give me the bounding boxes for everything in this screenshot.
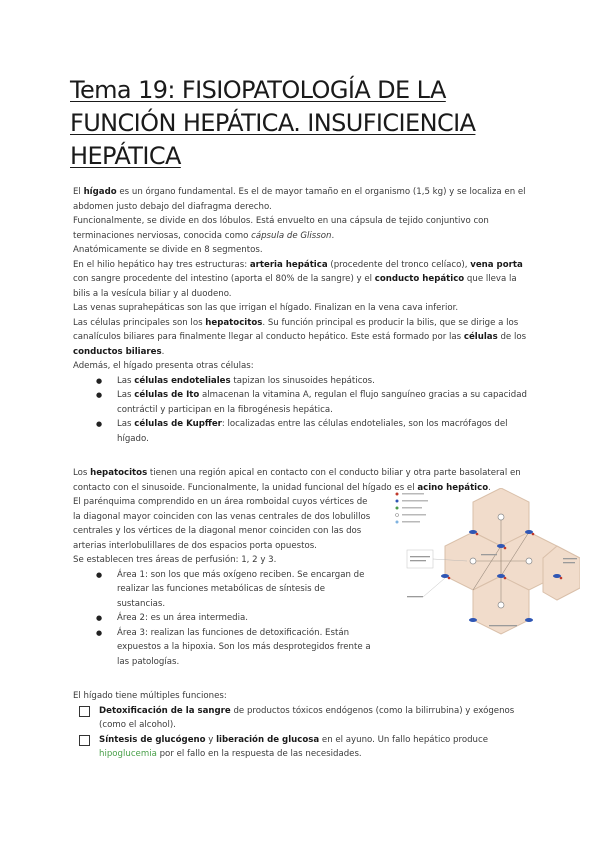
central-vein xyxy=(526,558,532,564)
paragraph-segments: Anatómicamente se divide en 8 segmentos. xyxy=(73,245,263,255)
legend-text-line xyxy=(402,514,426,516)
legend xyxy=(396,493,429,524)
acino-text-column xyxy=(73,495,373,669)
callout-text-line xyxy=(410,556,430,557)
list-item: ● Las células de Kupffer: localizadas entre las células endoteliales, son los macrófagos del hígado. xyxy=(117,417,535,446)
portal-vein xyxy=(469,530,477,534)
paragraph-other-cells: Además, el hígado presenta otras células: xyxy=(73,361,254,371)
list-item: ● Área 1: son los que más oxígeno reciben. Se encargan de realizar las funciones metabólicas de síntesis de sustancias. xyxy=(117,568,373,612)
portal-vein xyxy=(525,530,533,534)
paragraph-functions-intro: El hígado tiene múltiples funciones: xyxy=(73,691,227,701)
hepatic-artery xyxy=(504,577,507,580)
paragraph-parenchyma: El parénquima comprendido en un área romboidal cuyos vértices de la diagonal mayor coinciden con las venas centrales de dos lobulillos centrales y los vértices de la diagonal menor coinciden con las dos arterias interlobulillares de dos espacios porta opuestos. xyxy=(73,497,371,551)
legend-text-line xyxy=(402,493,424,495)
document-body xyxy=(73,185,535,762)
legend-marker xyxy=(396,521,399,524)
paragraph-hilum: En el hilio hepático hay tres estructuras: arteria hepática (procedente del tronco celíaco), vena porta con sangre procedente del intestino (aporta el 80% de la sangre) y el conducto hepático que lleva la bilis a la vesícula biliar y al duodeno. xyxy=(73,259,523,299)
callout-text-line xyxy=(481,554,497,555)
hexagon-lobule xyxy=(543,546,580,600)
hepatic-artery xyxy=(476,533,479,536)
legend-text-line xyxy=(402,500,428,502)
checkbox-icon xyxy=(79,735,90,746)
callout-label xyxy=(407,550,433,568)
callout-text-line xyxy=(407,596,423,597)
portal-vein xyxy=(553,574,561,578)
paragraph-acino: Los hepatocitos tienen una región apical en contacto con el conducto biliar y otra parte basolateral en contacto con el sinusoide. Funcionalmente, la unidad funcional del hígado es el acino hepático. xyxy=(73,468,521,493)
central-vein xyxy=(498,514,504,520)
page-title: Tema 19: FISIOPATOLOGÍA DE LA FUNCIÓN HEPÁTICA. INSUFICIENCIA HEPÁTICA xyxy=(70,76,476,170)
paragraph-lobes: Funcionalmente, se divide en dos lóbulos. Está envuelto en una cápsula de tejido conjuntivo con terminaciones nerviosas, conocida como cápsula de Glisson. xyxy=(73,216,489,241)
portal-vein xyxy=(497,544,505,548)
legend-marker xyxy=(396,493,399,496)
portal-vein xyxy=(441,574,449,578)
cells-list xyxy=(73,374,535,447)
central-vein xyxy=(498,602,504,608)
legend-marker xyxy=(396,514,399,517)
callout-text-line xyxy=(563,562,575,563)
liver-acinus-diagram xyxy=(393,488,580,636)
hepatic-artery xyxy=(560,577,563,580)
callout-text-line xyxy=(489,625,517,626)
legend-marker xyxy=(396,500,399,503)
list-item: ● Área 2: es un área intermedia. xyxy=(117,611,373,626)
paragraph-perfusion-areas: Se establecen tres áreas de perfusión: 1, 2 y 3. xyxy=(73,555,277,565)
hepatic-artery xyxy=(448,577,451,580)
checklist-item: Detoxificación de la sangre de productos tóxicos endógenos (como la bilirrubina) y exógenos (como el alcohol). xyxy=(99,704,535,733)
list-item: ● Las células endoteliales tapizan los sinusoides hepáticos. xyxy=(117,374,535,389)
central-vein xyxy=(470,558,476,564)
areas-list xyxy=(73,568,373,670)
hepatic-artery xyxy=(504,547,507,550)
list-item: ● Área 3: realizan las funciones de detoxificación. Están expuestos a la hipoxia. Son los más desprotegidos frente a las patologías. xyxy=(117,626,373,670)
checkbox-icon xyxy=(79,706,90,717)
callout-text-line xyxy=(563,558,577,559)
paragraph-hepatocytes: Las células principales son los hepatocitos. Su función principal es producir la bilis, que se dirige a los canalículos biliares para finalmente llegar al conducto hepático. Este está formado por las células de los conductos biliares. xyxy=(73,317,527,357)
paragraph-veins: Las venas suprahepáticas son las que irrigan el hígado. Finalizan en la vena cava inferior. xyxy=(73,303,459,313)
portal-vein xyxy=(469,618,477,622)
portal-vein xyxy=(525,618,533,622)
legend-text-line xyxy=(402,507,422,509)
paragraph-liver-intro: El hígado es un órgano fundamental. Es el de mayor tamaño en el organismo (1,5 kg) y se localiza en el abdomen justo debajo del diafragma derecho. xyxy=(73,187,526,212)
list-item: ● Las células de Ito almacenan la vitamina A, regulan el flujo sanguíneo gracias a su capacidad contráctil y participan en la fibrogénesis hepática. xyxy=(117,388,535,417)
callout-leader xyxy=(423,578,445,597)
callout-text-line xyxy=(410,560,426,561)
legend-text-line xyxy=(402,521,420,523)
portal-vein xyxy=(497,574,505,578)
functions-checklist xyxy=(73,704,535,762)
hepatic-artery xyxy=(532,533,535,536)
legend-marker xyxy=(396,507,399,510)
checklist-item: Síntesis de glucógeno y liberación de glucosa en el ayuno. Un fallo hepático produce hipoglucemia por el fallo en la respuesta de las necesidades. xyxy=(99,733,535,762)
